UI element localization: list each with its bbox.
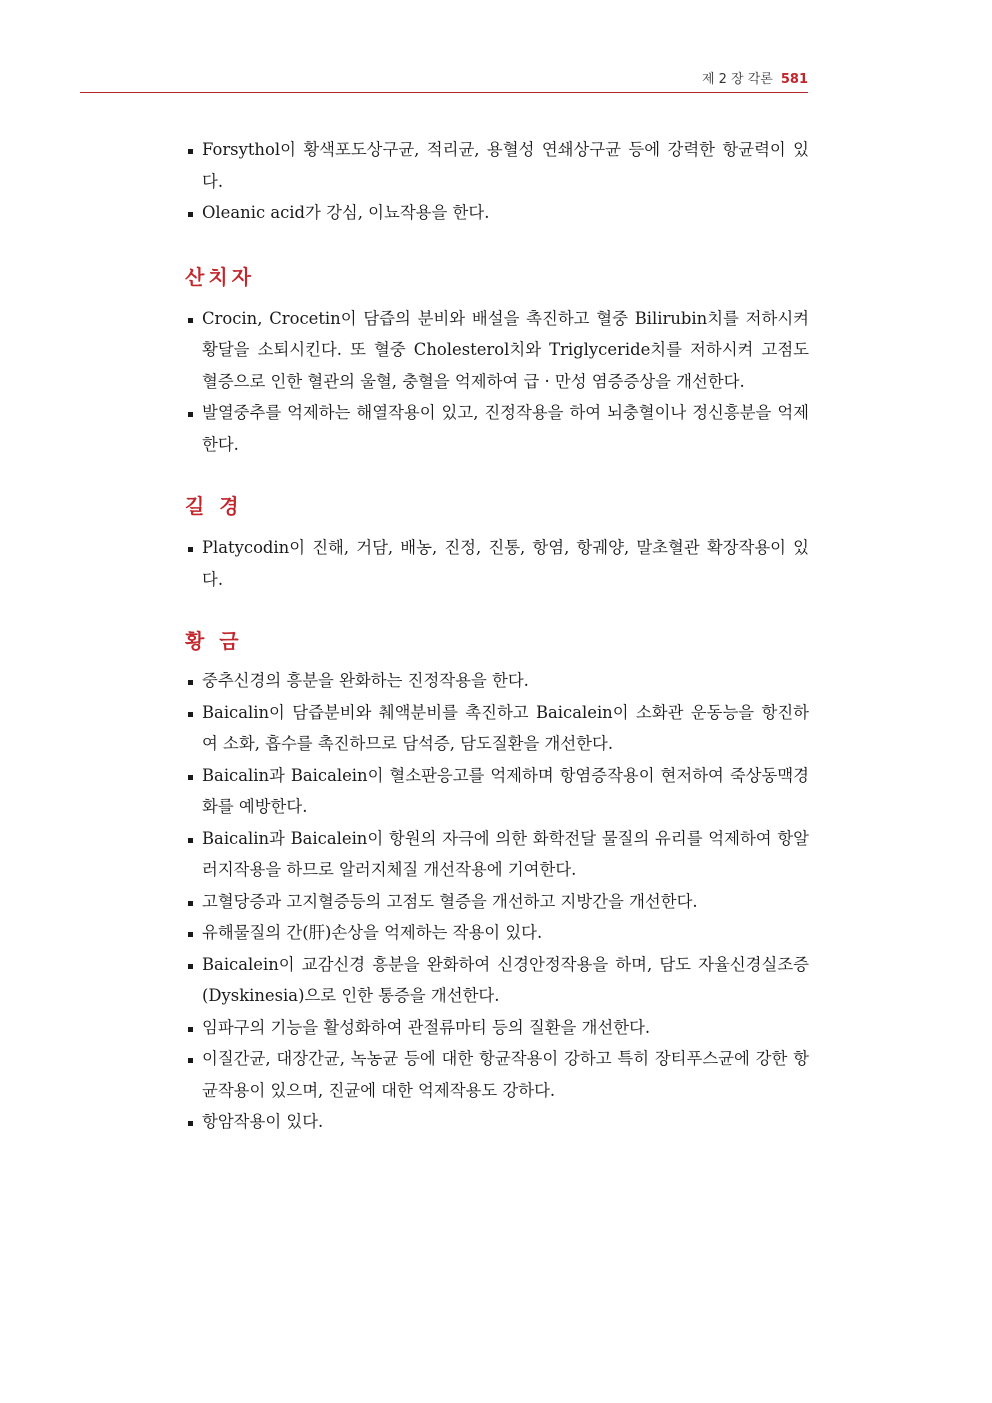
list-item: 고혈당증과 고지혈증등의 고점도 혈증을 개선하고 지방간을 개선한다.: [185, 886, 809, 918]
list-item: Oleanic acid가 강심, 이뇨작용을 한다.: [185, 197, 809, 229]
intro-list: [185, 134, 809, 229]
page-body: [185, 134, 809, 1138]
list-item: 임파구의 기능을 활성화하여 관절류마티 등의 질환을 개선한다.: [185, 1012, 809, 1044]
page-number: 581: [780, 72, 808, 87]
list-item: Baicalin과 Baicalein이 항원의 자극에 의한 화학전달 물질의 유리를 억제하여 항알러지작용을 하므로 알러지체질 개선작용에 기여한다.: [185, 823, 809, 886]
running-header: [80, 66, 808, 93]
section-sanchija: [185, 263, 809, 461]
section-hwanggeum: [185, 627, 809, 1138]
section-title: 길 경: [185, 494, 243, 518]
list-item: 중추신경의 흥분을 완화하는 진정작용을 한다.: [185, 665, 809, 697]
list-item: Baicalin과 Baicalein이 혈소판응고를 억제하며 항염증작용이 현저하여 죽상동맥경화를 예방한다.: [185, 760, 809, 823]
list-item: 유해물질의 간(肝)손상을 억제하는 작용이 있다.: [185, 917, 809, 949]
list-item: Baicalein이 교감신경 흥분을 완화하여 신경안정작용을 하며, 담도 자율신경실조증(Dyskinesia)으로 인한 통증을 개선한다.: [185, 949, 809, 1012]
list-item: Platycodin이 진해, 거담, 배농, 진정, 진통, 항염, 항궤양, 말초혈관 확장작용이 있다.: [185, 532, 809, 595]
list-item: Forsythol이 황색포도상구균, 적리균, 용혈성 연쇄상구균 등에 강력한 항균력이 있다.: [185, 134, 809, 197]
section-title: 산치자: [185, 264, 255, 289]
header-text: [702, 68, 808, 87]
list-item: 항암작용이 있다.: [185, 1106, 809, 1138]
list-item: 이질간균, 대장간균, 녹농균 등에 대한 항균작용이 강하고 특히 장티푸스균에 강한 항균작용이 있으며, 진균에 대한 억제작용도 강하다.: [185, 1043, 809, 1106]
section-title: 황 금: [185, 629, 243, 653]
section-gilgyeong: [185, 492, 809, 595]
chapter-label: 제 2 장 각론: [701, 72, 773, 87]
list-item: Crocin, Crocetin이 담즙의 분비와 배설을 촉진하고 혈중 Bilirubin치를 저하시켜 황달을 소퇴시킨다. 또 혈중 Cholesterol치와 Triglyceride치를 저하시켜 고점도 혈증으로 인한 혈관의 울혈, 충혈을 억제하여 급 · 만성 염증증상을 개선한다.: [185, 303, 809, 398]
list-item: Baicalin이 담즙분비와 췌액분비를 촉진하고 Baicalein이 소화관 운동능을 항진하여 소화, 흡수를 촉진하므로 담석증, 담도질환을 개선한다.: [185, 697, 809, 760]
list-item: 발열중추를 억제하는 해열작용이 있고, 진정작용을 하여 뇌충혈이나 정신흥분을 억제한다.: [185, 397, 809, 460]
